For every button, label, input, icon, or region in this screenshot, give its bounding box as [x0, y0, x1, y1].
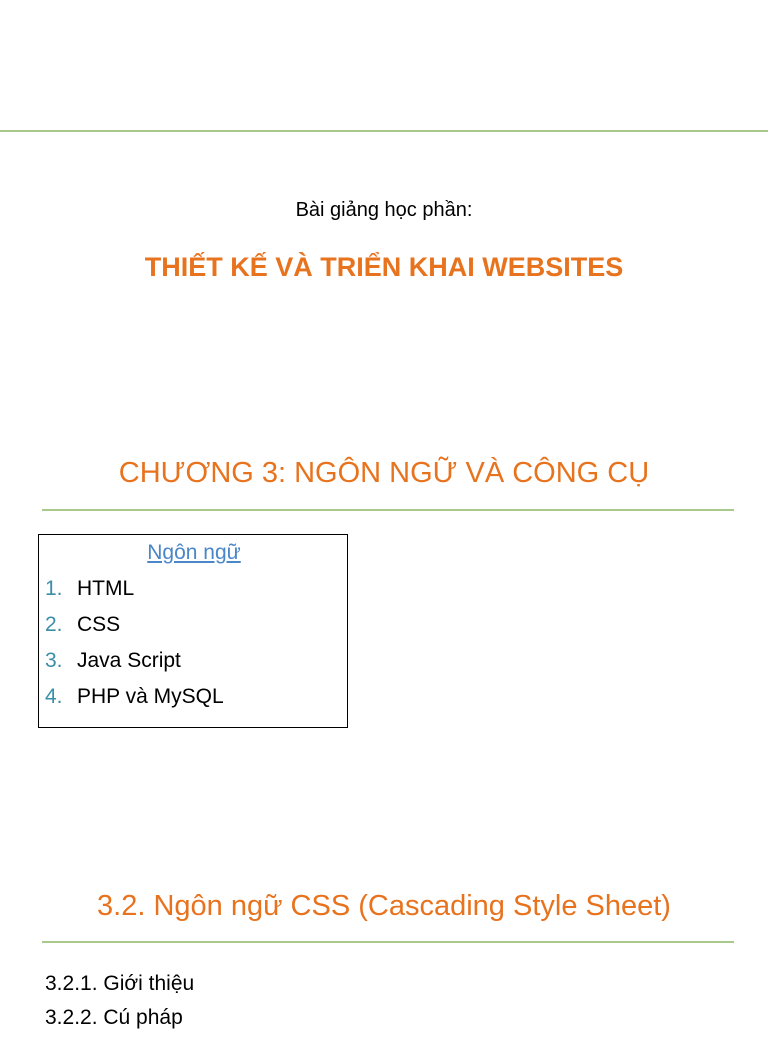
section-divider: [42, 941, 734, 943]
toc-item: 3.2.2. Cú pháp: [45, 1006, 183, 1029]
list-item-number: 1.: [45, 577, 63, 600]
list-item-label: PHP và MySQL: [77, 685, 224, 708]
chapter-title: CHƯƠNG 3: NGÔN NGỮ VÀ CÔNG CỤ: [118, 457, 650, 489]
languages-heading-link[interactable]: Ngôn ngữ: [147, 541, 241, 564]
section-title: 3.2. Ngôn ngữ CSS (Cascading Style Sheet): [97, 890, 671, 922]
chapter-divider: [42, 509, 734, 511]
languages-box: [38, 534, 348, 728]
list-item: [45, 649, 224, 685]
list-item-number: 2.: [45, 613, 63, 636]
top-divider: [0, 130, 768, 132]
list-item: [45, 613, 224, 649]
languages-list: [45, 577, 224, 721]
list-item-label: Java Script: [77, 649, 181, 672]
course-title: THIẾT KẾ VÀ TRIỂN KHAI WEBSITES: [144, 252, 624, 282]
section-toc: [45, 972, 194, 1040]
list-item: [45, 685, 224, 721]
list-item-label: CSS: [77, 613, 121, 636]
lecture-subtitle: Bài giảng học phần:: [295, 199, 473, 221]
list-item-number: 3.: [45, 649, 63, 672]
toc-item: 3.2.1. Giới thiệu: [45, 972, 195, 995]
list-item: [45, 577, 224, 613]
list-item-number: 4.: [45, 685, 63, 708]
list-item-label: HTML: [77, 577, 135, 600]
